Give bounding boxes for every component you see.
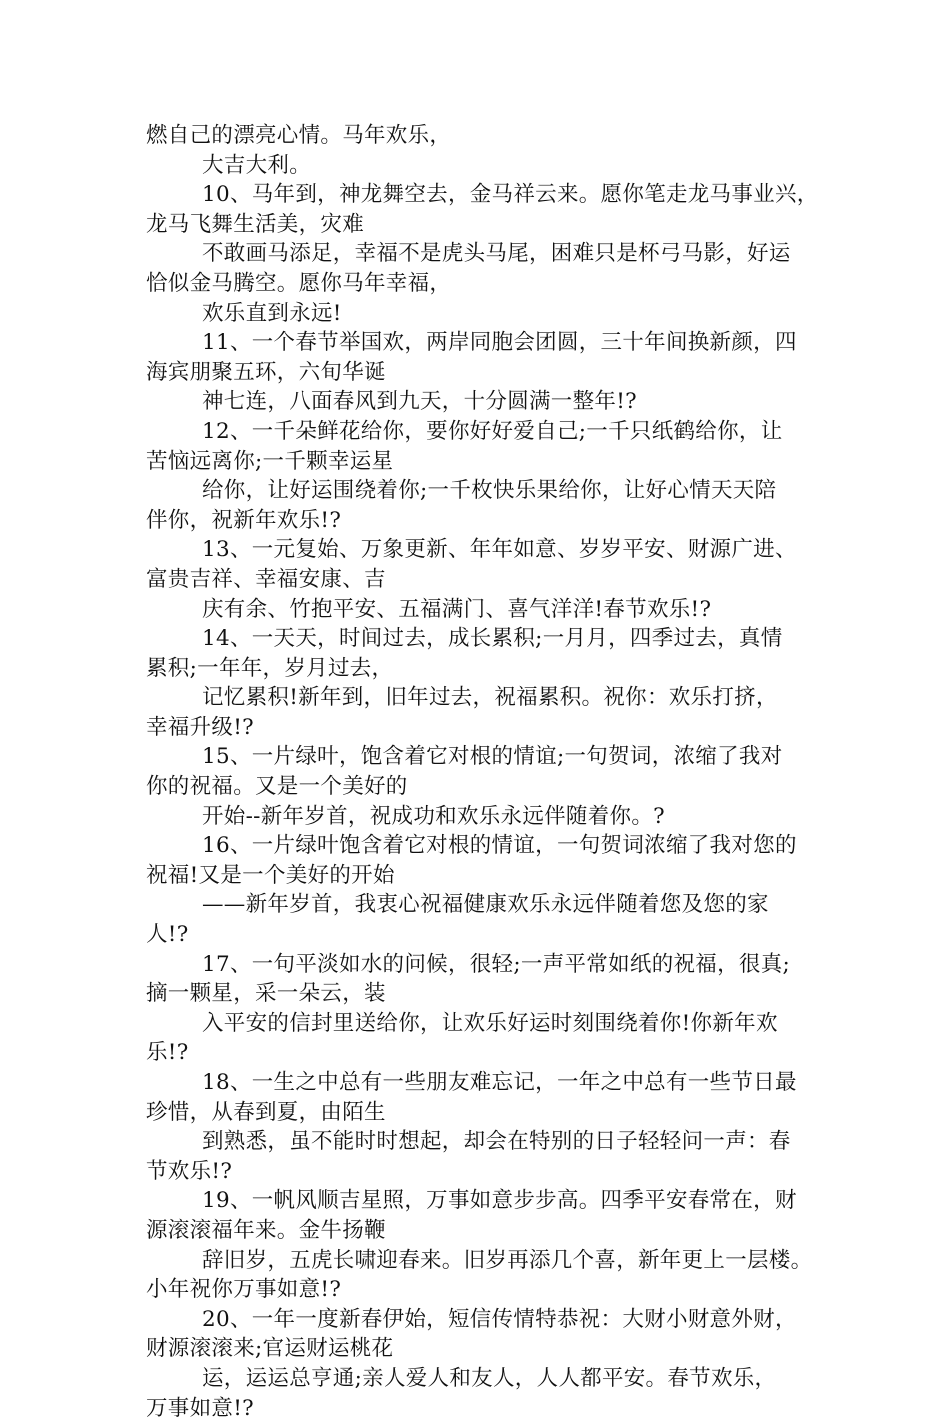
text-line: 人!? <box>146 922 189 948</box>
text-line: 11、一个春节举国欢，两岸同胞会团圆，三十年间换新颜，四 <box>202 330 797 356</box>
text-line: 恰似金马腾空。愿你马年幸福， <box>146 270 452 296</box>
text-line: ——新年岁首，我衷心祝福健康欢乐永远伴随着您及您的家 <box>202 892 769 918</box>
text-line: 祝福!又是一个美好的开始 <box>146 862 395 888</box>
text-line: 小年祝你万事如意!? <box>146 1277 342 1303</box>
text-line: 18、一生之中总有一些朋友难忘记，一年之中总有一些节日最 <box>202 1070 797 1095</box>
text-line: 16、一片绿叶饱含着它对根的情谊，一句贺词浓缩了我对您的 <box>202 833 797 859</box>
text-line: 17、一句平淡如水的问候，很轻;一声平常如纸的祝福，很真; <box>202 951 791 977</box>
text-line: 记忆累积!新年到，旧年过去，祝福累积。祝你：欢乐打挤， <box>202 685 778 711</box>
text-line: 10、马年到，神龙舞空去，金马祥云来。愿你笔走龙马事业兴， <box>202 182 819 208</box>
text-line: 万事如意!? <box>146 1395 254 1421</box>
text-line: 燃自己的漂亮心情。马年欢乐， <box>146 123 452 148</box>
text-line: 14、一天天，时间过去，成长累积;一月月，四季过去，真情 <box>202 626 783 652</box>
text-line: 幸福升级!? <box>146 714 254 740</box>
text-line: 13、一元复始、万象更新、年年如意、岁岁平安、财源广进、 <box>202 537 797 563</box>
text-line: 欢乐直到永远! <box>202 300 342 326</box>
text-line: 节欢乐!? <box>146 1158 233 1184</box>
text-line: 辞旧岁，五虎长啸迎春来。旧岁再添几个喜，新年更上一层楼。 <box>202 1247 813 1273</box>
text-line: 12、一千朵鲜花给你，要你好好爱自己;一千只纸鹤给你，让 <box>202 418 783 444</box>
text-line: 乐!? <box>146 1040 189 1066</box>
text-line: 到熟悉，虽不能时时想起，却会在特别的日子轻轻问一声：春 <box>202 1129 791 1155</box>
text-line: 累积;一年年，岁月过去， <box>146 655 394 681</box>
text-line: 庆有余、竹抱平安、五福满门、喜气洋洋!春节欢乐!? <box>202 596 712 622</box>
text-line: 给你，让好运围绕着你;一千枚快乐果给你，让好心情天天陪 <box>202 478 777 504</box>
text-line: 运，运运总亨通;亲人爱人和友人，人人都平安。春节欢乐， <box>202 1365 777 1391</box>
text-line: 不敢画马添足，幸福不是虎头马尾，困难只是杯弓马影，好运 <box>202 241 791 267</box>
text-line: 龙马飞舞生活美，灾难 <box>146 211 365 237</box>
text-line: 海宾朋聚五环，六旬华诞 <box>146 359 386 385</box>
text-line: 19、一帆风顺吉星照，万事如意步步高。四季平安春常在，财 <box>202 1188 797 1214</box>
text-line: 神七连，八面春风到九天，十分圆满一整年!? <box>202 389 637 415</box>
document-body <box>146 121 819 1423</box>
text-line: 珍惜，从春到夏，由陌生 <box>146 1099 386 1125</box>
text-line: 15、一片绿叶，饱含着它对根的情谊;一句贺词，浓缩了我对 <box>202 744 783 770</box>
text-line: 苦恼远离你;一千颗幸运星 <box>146 448 394 474</box>
text-line: 财源滚滚来;官运财运桃花 <box>146 1336 394 1362</box>
text-line: 你的祝福。又是一个美好的 <box>146 774 408 800</box>
text-line: 富贵吉祥、幸福安康、吉 <box>146 566 386 592</box>
text-line: 大吉大利。 <box>202 152 312 178</box>
text-line: 摘一颗星，采一朵云，装 <box>146 981 386 1007</box>
text-line: 入平安的信封里送给你，让欢乐好运时刻围绕着你!你新年欢 <box>202 1010 778 1036</box>
text-line: 伴你，祝新年欢乐!? <box>146 507 342 533</box>
text-line: 源滚滚福年来。金牛扬鞭 <box>146 1217 386 1243</box>
text-line: 20、一年一度新春伊始，短信传情特恭祝：大财小财意外财， <box>202 1306 797 1332</box>
text-line: 开始--新年岁首，祝成功和欢乐永远伴随着你。? <box>202 803 665 829</box>
